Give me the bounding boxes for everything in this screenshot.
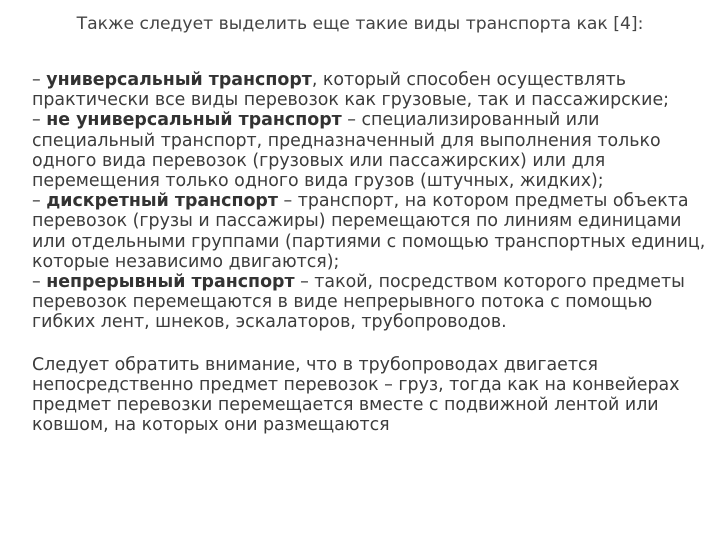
list-item-non-universal [32,110,707,191]
item-description: – специализированный или специальный транспорт, предназначенный для выполнения только одного вида перевозок (грузовых или пассажирских) или для перемещения только одного вида грузов (штучных, жидких); [32,110,661,192]
item-description: , который способен осуществлять практически все виды перевозок как грузовые, так и пассажирские; [32,70,670,111]
list-item-universal [32,70,707,110]
item-dash: – [32,110,47,131]
item-dash: – [32,70,47,90]
item-dash: – [32,191,47,212]
item-term: дискретный транспорт [46,191,278,212]
slide-body [32,70,707,435]
header-text: Также следует выделить еще такие виды транспорта как [4]: [76,14,644,34]
list-item-continuous [32,272,707,333]
item-term: непрерывный транспорт [46,272,295,293]
item-description: – такой, посредством которого предметы перевозок перемещаются в виде непрерывного потока с помощью гибких лент, шнеков, эскалаторов, трубопроводов. [32,272,685,333]
item-term: не универсальный транспорт [46,110,342,131]
item-description: – транспорт, на котором предметы объекта перевозок (грузы и пассажиры) перемещаются по линиям единицами или отдельными группами (партиями с помощью транспортных единиц, которые независимо двигаются); [32,191,706,272]
slide-header [0,14,720,34]
closing-paragraph: Следует обратить внимание, что в трубопроводах двигается непосредственно предмет перевозок – груз, тогда как на конвейерах предмет перевозки перемещается вместе с подвижной лентой или ковшом, на которых они размещаются [32,354,680,436]
item-term: универсальный транспорт [46,70,312,90]
list-item-discrete [32,191,707,272]
item-dash: – [32,272,47,293]
